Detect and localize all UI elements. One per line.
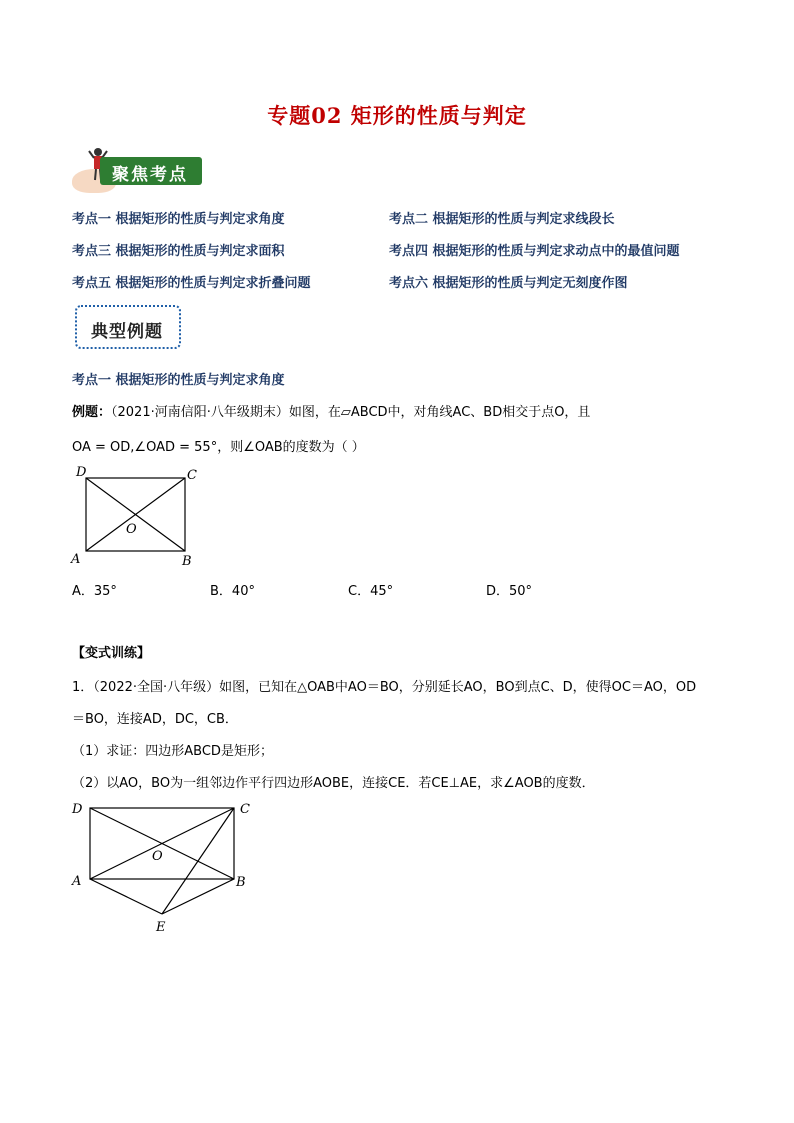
section-heading: 考点一 根据矩形的性质与判定求角度	[72, 373, 285, 388]
label-b: B	[236, 875, 246, 890]
topic-4: 考点四 根据矩形的性质与判定求动点中的最值问题	[389, 244, 680, 259]
choice-c: C．45°	[348, 584, 394, 599]
segment-be	[162, 879, 234, 914]
problem-line-2: ＝BO，连接AD，DC，CB．	[72, 712, 238, 727]
example-text-1: （2021·河南信阳·八年级期末）如图，在▱ABCD中，对角线AC、BD相交于点O，且	[111, 405, 591, 420]
label-b: B	[182, 554, 192, 569]
topic-3: 考点三 根据矩形的性质与判定求面积	[72, 244, 285, 259]
rectangle-figure-1	[68, 462, 208, 572]
variant-heading: 【变式训练】	[72, 646, 151, 661]
problem-line-1: 1．（2022·全国·八年级）如图，已知在△OAB中AO＝BO，分别延长AO，BO到点C、D，使得OC＝AO，OD	[72, 680, 697, 695]
choice-d: D．50°	[486, 584, 533, 599]
typical-examples-label: 典型例题	[91, 322, 163, 342]
topic-5: 考点五 根据矩形的性质与判定求折叠问题	[72, 276, 311, 291]
label-e: E	[156, 920, 166, 935]
focus-banner	[70, 147, 204, 195]
rectangle-figure-2	[68, 796, 268, 938]
example-line-2: OA = OD,∠OAD = 55°，则∠OAB的度数为（ ）	[72, 440, 365, 455]
label-d: D	[72, 802, 83, 817]
label-c: C	[187, 468, 197, 483]
segment-ae	[90, 879, 162, 914]
label-a: A	[72, 874, 82, 889]
label-c: C	[240, 802, 250, 817]
topic-1: 考点一 根据矩形的性质与判定求角度	[72, 212, 285, 227]
banner-label: 聚焦考点	[112, 165, 188, 185]
choice-a: A．35°	[72, 584, 117, 599]
page-title: 专题02 矩形的性质与判定	[267, 103, 527, 128]
choice-b: B．40°	[210, 584, 255, 599]
example-prefix: 例题：	[72, 405, 112, 420]
typical-examples-box	[75, 305, 181, 349]
label-a: A	[71, 552, 81, 567]
segment-ce	[162, 808, 234, 914]
example-line-1	[72, 401, 590, 420]
topic-6: 考点六 根据矩形的性质与判定无刻度作图	[389, 276, 628, 291]
problem-part-2: （2）以AO，BO为一组邻边作平行四边形AOBE，连接CE．若CE⊥AE，求∠AOB的度数．	[72, 776, 595, 791]
label-o: O	[152, 849, 163, 864]
label-d: D	[76, 465, 87, 480]
label-o: O	[126, 522, 137, 537]
problem-part-1: （1）求证：四边形ABCD是矩形；	[72, 744, 273, 759]
topic-2: 考点二 根据矩形的性质与判定求线段长	[389, 212, 615, 227]
